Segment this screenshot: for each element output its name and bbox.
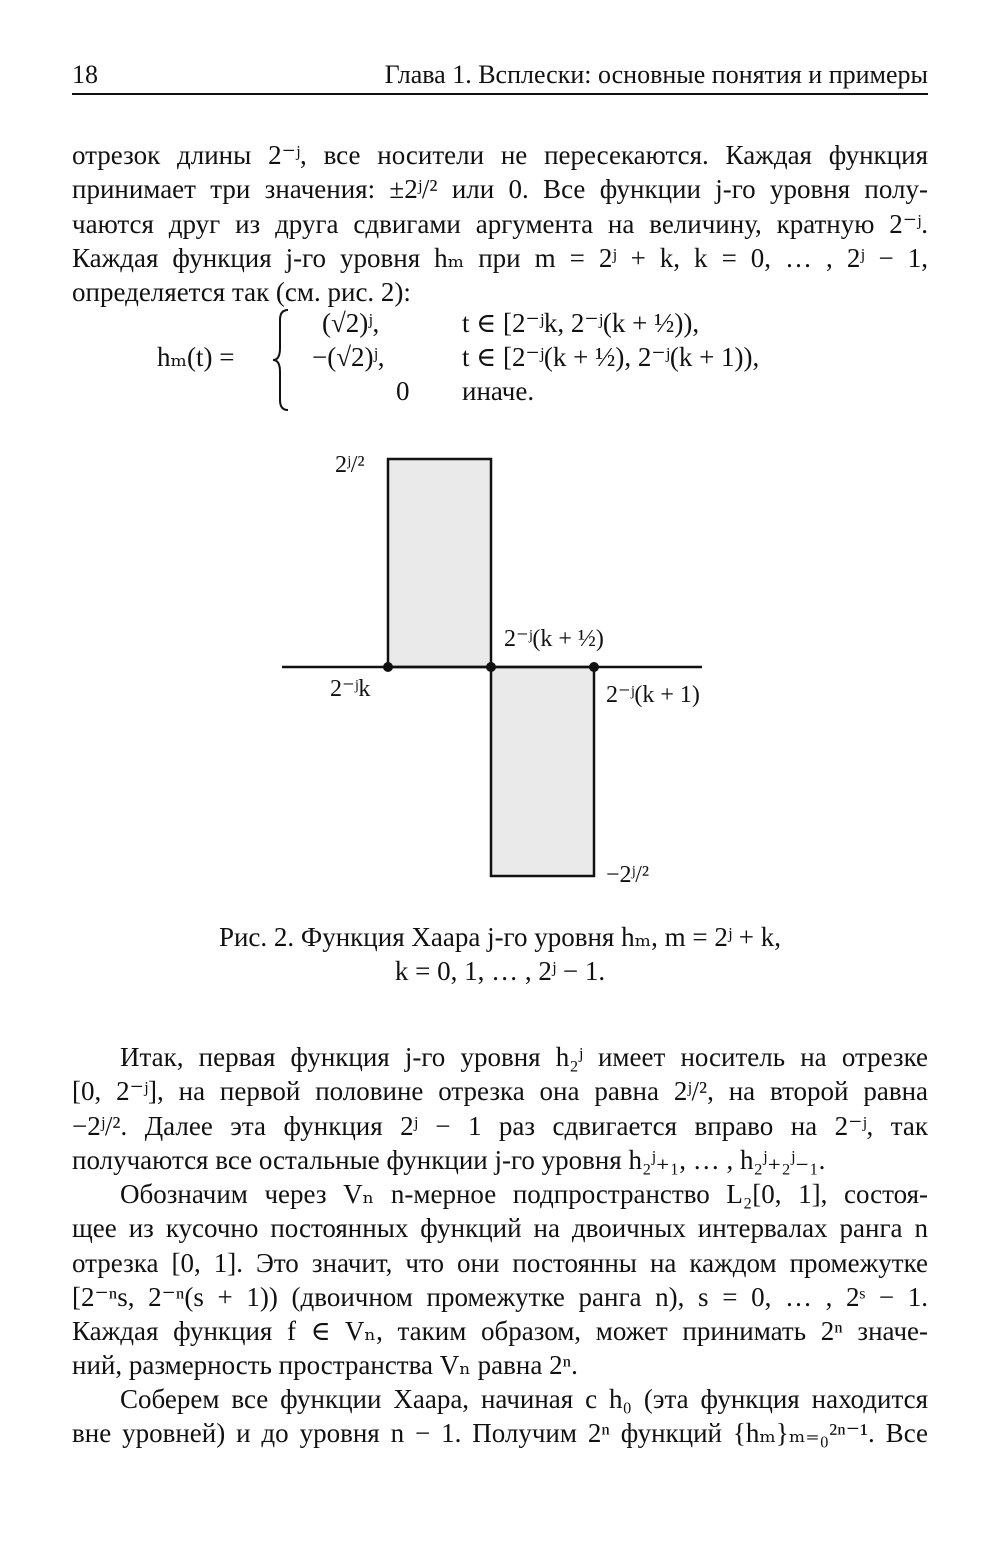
label-top: 2ʲ/²	[335, 452, 365, 478]
text-line: Каждая функция j-го уровня hₘ при m = 2ʲ + k, k = 0, … , 2ʲ − 1,	[72, 242, 928, 273]
positive-rectangle	[388, 459, 491, 667]
point-mid	[486, 662, 496, 672]
case-value-1: (√2)ʲ,	[322, 308, 380, 338]
point-left	[383, 662, 393, 672]
header-rule	[72, 93, 928, 95]
text-line: щее из кусочно постоянных функций на двоичных интервалах ранга n	[72, 1213, 928, 1244]
running-title: Глава 1. Всплески: основные понятия и примеры	[384, 60, 928, 89]
point-right	[589, 662, 599, 672]
case-condition-2: t ∈ [2⁻ʲ(k + ½), 2⁻ʲ(k + 1)),	[462, 342, 760, 372]
figure-caption-line-1: Рис. 2. Функция Хаара j-го уровня hₘ, m = 2ʲ + k,	[218, 922, 782, 952]
figure-caption-line-2: k = 0, 1, … , 2ʲ − 1.	[394, 956, 606, 986]
text-line: Итак, первая функция j-го уровня h₂ʲ имеет носитель на отрезке	[120, 1042, 928, 1072]
text-line: [0, 2⁻ʲ], на первой половине отрезка она равна 2ʲ/², на второй равна	[72, 1076, 928, 1107]
label-right: 2⁻ʲ(k + 1)	[606, 682, 700, 708]
text-line: отрезка [0, 1]. Это значит, что они постоянны на каждом промежутке	[72, 1247, 928, 1278]
paragraph-3	[72, 1177, 928, 1383]
text-line: отрезок длины 2⁻ʲ, все носители не пересекаются. Каждая функция	[72, 140, 928, 170]
negative-rectangle	[491, 667, 594, 876]
text-line: ний, размерность пространства Vₙ равна 2ⁿ.	[72, 1350, 578, 1381]
label-mid: 2⁻ʲ(k + ½)	[504, 626, 604, 652]
paragraph-4	[72, 1382, 928, 1451]
case-condition-1: t ∈ [2⁻ʲk, 2⁻ʲ(k + ½)),	[462, 308, 700, 338]
label-bottom: −2ʲ/²	[606, 862, 650, 888]
text-line: [2⁻ⁿs, 2⁻ⁿ(s + 1)) (двоичном промежутке ранга n), s = 0, … , 2ˢ − 1.	[72, 1281, 928, 1312]
page-number: 18	[72, 60, 98, 89]
text-line: получаются все остальные функции j-го уровня h₂ʲ₊₁, … , h₂ʲ₊₂ʲ₋₁.	[72, 1144, 826, 1175]
case-condition-3: иначе.	[462, 376, 535, 406]
paragraph-2	[72, 1040, 928, 1177]
text-line: вне уровней) и до уровня n − 1. Получим 2ⁿ функций {hₘ}ₘ₌₀²ⁿ⁻¹. Все	[72, 1418, 928, 1449]
text-line: Каждая функция f ∈ Vₙ, таким образом, может принимать 2ⁿ значе-	[72, 1316, 928, 1347]
haar-definition-formula	[0, 300, 1000, 420]
case-value-2: −(√2)ʲ,	[312, 342, 385, 372]
text-line: чаются друг из друга сдвигами аргумента на величину, кратную 2⁻ʲ.	[72, 208, 928, 239]
paragraph-1	[72, 138, 928, 309]
text-line: −2ʲ/². Далее эта функция 2ʲ − 1 раз сдвигается вправо на 2⁻ʲ, так	[72, 1110, 928, 1141]
case-value-3: 0	[396, 376, 410, 406]
text-line: определяется так (см. рис. 2):	[72, 277, 411, 308]
text-line: Соберем все функции Хаара, начиная с h₀ (эта функция находится	[120, 1384, 928, 1414]
left-brace-icon	[270, 308, 292, 412]
haar-function-figure	[0, 440, 1000, 900]
text-line: принимает три значения: ±2ʲ/² или 0. Все функции j-го уровня полу-	[72, 174, 928, 205]
text-line: Обозначим через Vₙ n-мерное подпространство L₂[0, 1], состоя-	[120, 1179, 928, 1209]
formula-lhs: hₘ(t) =	[157, 342, 235, 372]
label-left: 2⁻ʲk	[330, 676, 371, 702]
